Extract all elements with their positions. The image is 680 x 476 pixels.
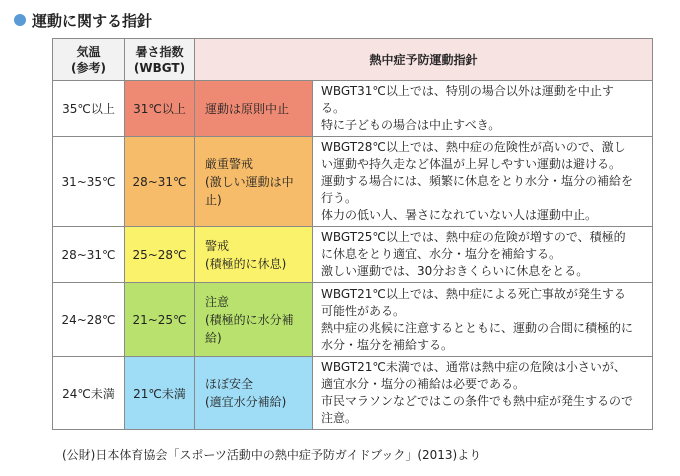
guideline-level-cell xyxy=(195,81,313,137)
description-line: WBGT25℃以上では、熱中症の危険が増すので、積極的 xyxy=(321,230,626,244)
guideline-level-line: 注意 xyxy=(205,294,230,309)
description-line: WBGT28℃以上では、熱中症の危険性が高いので、激し xyxy=(321,140,626,154)
guideline-level-cell xyxy=(195,137,313,227)
table-row xyxy=(53,283,653,357)
temperature-cell: 24℃未満 xyxy=(53,357,125,430)
guideline-level-line: (適宜水分補給) xyxy=(205,395,287,409)
temperature-cell: 31~35℃ xyxy=(53,137,125,227)
table-row xyxy=(53,227,653,283)
description-line: 体力の低い人、暑さになれていない人は運動中止。 xyxy=(321,208,598,222)
header-wbgt-line1: 暑さ指数 xyxy=(135,44,184,59)
page-title: 運動に関する指針 xyxy=(32,11,153,30)
wbgt-cell: 31℃以上 xyxy=(125,81,195,137)
guideline-level-line: 給) xyxy=(205,330,222,345)
wbgt-cell: 21~25℃ xyxy=(125,283,195,357)
guideline-description-cell xyxy=(313,283,653,357)
description-line: 水分・塩分を補給する。 xyxy=(321,337,454,352)
table-header-row xyxy=(53,39,653,81)
guideline-level-line: 厳重警戒 xyxy=(205,156,254,171)
guideline-level-line: 警戒 xyxy=(205,238,230,253)
guideline-level-cell xyxy=(195,227,313,283)
guideline-description-cell xyxy=(313,227,653,283)
temperature-cell: 28~31℃ xyxy=(53,227,125,283)
description-line: 熱中症の兆候に注意するとともに、運動の合間に積極的に xyxy=(321,320,634,335)
section-heading xyxy=(14,8,152,32)
guideline-level-line: ほぼ安全 xyxy=(205,377,254,391)
description-line: 行う。 xyxy=(321,191,358,205)
temperature-cell: 35℃以上 xyxy=(53,81,125,137)
wbgt-cell: 25~28℃ xyxy=(125,227,195,283)
guideline-level-line: 止) xyxy=(205,192,222,207)
guideline-description-cell xyxy=(313,357,653,430)
guideline-level-cell xyxy=(195,357,313,430)
wbgt-cell: 21℃未満 xyxy=(125,357,195,430)
source-citation: (公財)日本体育協会「スポーツ活動中の熱中症予防ガイドブック」(2013)より xyxy=(62,448,482,462)
table-row xyxy=(53,137,653,227)
header-guideline-label: 熱中症予防運動指針 xyxy=(369,52,478,67)
guideline-description-cell xyxy=(313,81,653,137)
description-line: 特に子どもの場合は中止すべき。 xyxy=(321,118,501,132)
guideline-level-cell xyxy=(195,283,313,357)
temperature-cell: 24~28℃ xyxy=(53,283,125,357)
header-guideline xyxy=(195,39,653,81)
description-line: に休息をとり適宜、水分・塩分を補給する。 xyxy=(321,247,562,261)
header-wbgt xyxy=(125,39,195,81)
description-line: WBGT31℃以上では、特別の場合以外は運動を中止す xyxy=(321,84,614,98)
table-row xyxy=(53,357,653,430)
description-line: WBGT21℃未満では、通常は熱中症の危険は小さいが、 xyxy=(321,360,626,374)
header-temp-line2: (参考) xyxy=(71,60,106,75)
table-row xyxy=(53,81,653,137)
description-line: 注意。 xyxy=(321,411,358,425)
guideline-level-line: (激しい運動は中 xyxy=(205,174,294,189)
guideline-description-cell xyxy=(313,137,653,227)
guideline-level-line: (積極的に水分補 xyxy=(205,312,294,327)
header-wbgt-line2: (WBGT) xyxy=(133,60,186,75)
description-line: い運動や持久走など体温が上昇しやすい運動は避ける。 xyxy=(321,157,622,171)
description-line: 激しい運動では、30分おきくらいに休息をとる。 xyxy=(321,264,589,278)
bullet-dot-icon xyxy=(14,14,26,26)
description-line: る。 xyxy=(321,101,346,115)
guideline-level-line: 運動は原則中止 xyxy=(205,101,290,116)
header-temperature xyxy=(53,39,125,81)
description-line: WBGT21℃以上では、熱中症による死亡事故が発生する xyxy=(321,286,626,301)
wbgt-cell: 28~31℃ xyxy=(125,137,195,227)
guideline-level-line: (積極的に休息) xyxy=(205,256,287,271)
exercise-guideline-table xyxy=(52,38,653,430)
header-temp-line1: 気温 xyxy=(76,44,101,59)
description-line: 市民マラソンなどではこの条件でも熱中症が発生するので xyxy=(321,394,634,408)
description-line: 可能性がある。 xyxy=(321,303,406,318)
description-line: 適宜水分・塩分の補給は必要である。 xyxy=(321,377,526,391)
description-line: 運動する場合には、頻繁に休息をとり水分・塩分の補給を xyxy=(321,174,634,188)
